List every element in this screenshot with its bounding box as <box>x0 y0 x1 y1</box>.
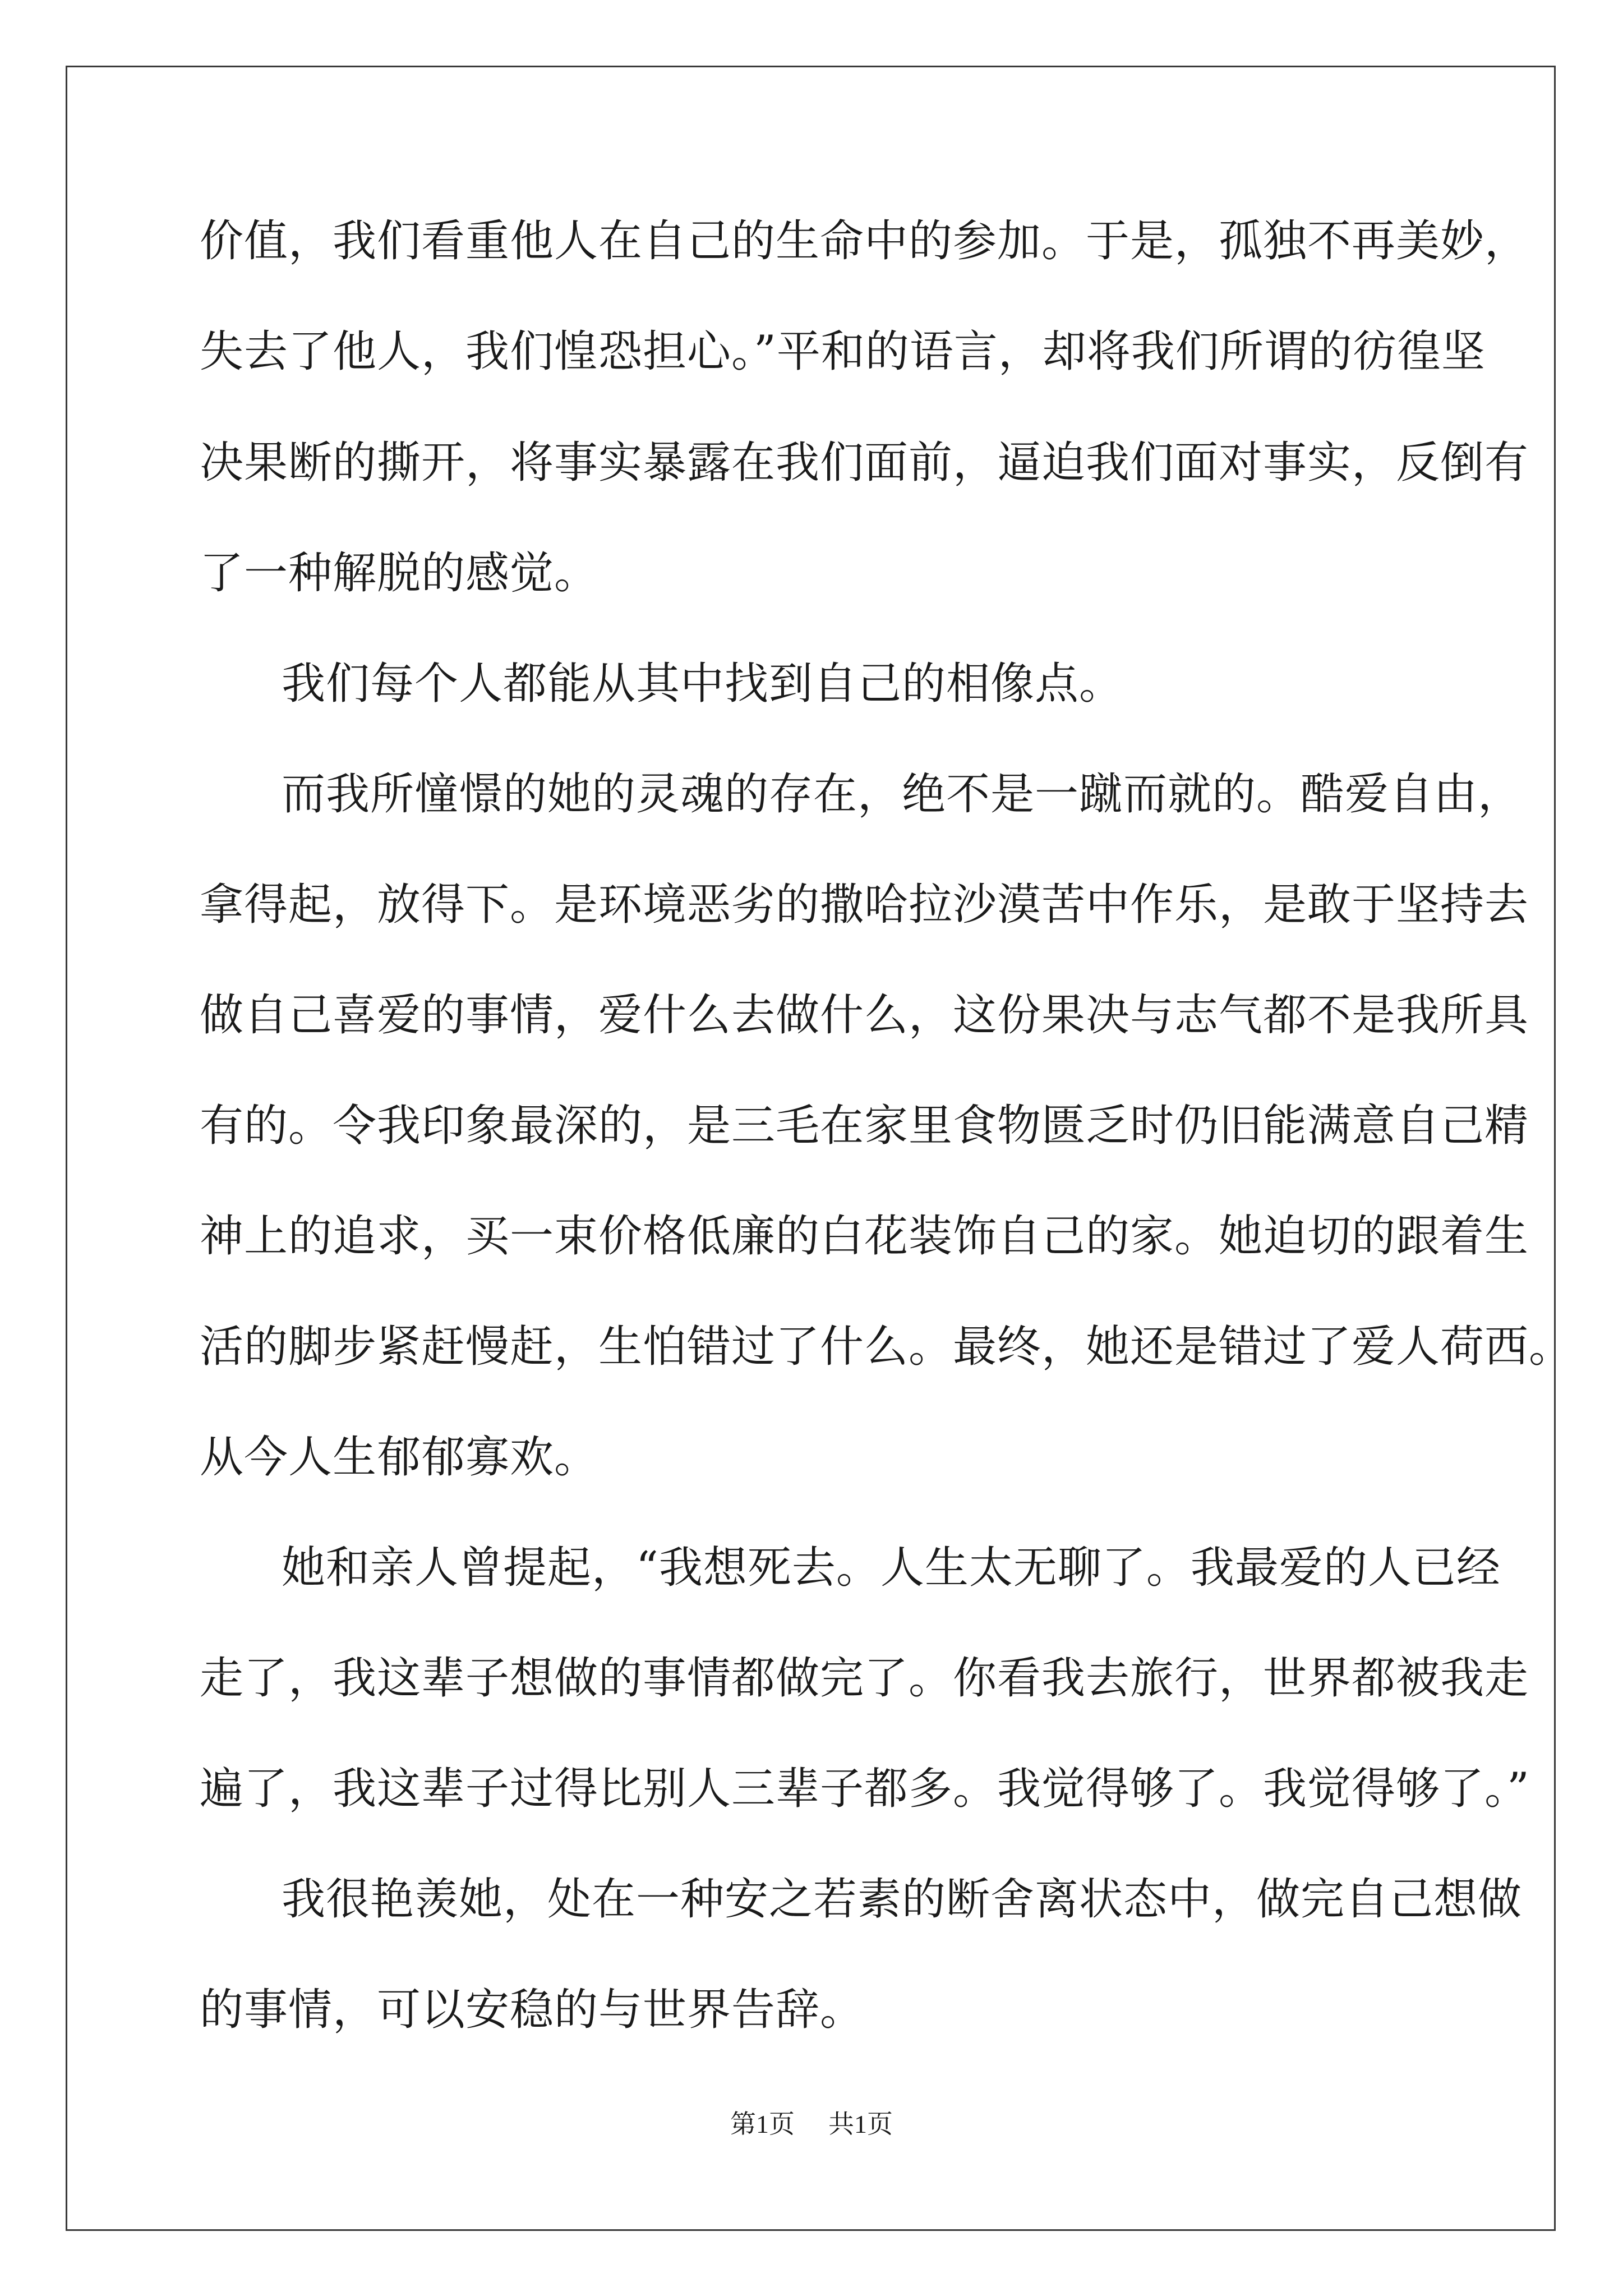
text-line-17: 的事情，可以安稳的与世界告辞。 <box>200 1985 865 2035</box>
text-line-2: 失去了他人，我们惶恐担心。”平和的语言，却将我们所谓的彷徨坚 <box>200 326 1486 377</box>
text-line-16: 我很艳羡她，处在一种安之若素的断舍离状态中，做完自己想做 <box>282 1874 1523 1925</box>
text-line-13: 她和亲人曾提起，“我想死去。人生太无聊了。我最爱的人已经 <box>282 1543 1501 1593</box>
page-number-current: 第1页 <box>730 2110 795 2138</box>
text-line-15: 遍了，我这辈子过得比别人三辈子都多。我觉得够了。我觉得够了。” <box>200 1764 1530 1814</box>
text-line-3: 决果断的撕开，将事实暴露在我们面前，逼迫我们面对事实，反倒有 <box>200 438 1529 488</box>
page-footer <box>0 2104 1623 2141</box>
text-line-14: 走了，我这辈子想做的事情都做完了。你看我去旅行，世界都被我走 <box>200 1653 1529 1704</box>
text-line-1: 价值，我们看重他人在自己的生命中的参加。于是，孤独不再美妙， <box>200 216 1529 266</box>
text-line-8: 做自己喜爱的事情，爱什么去做什么，这份果决与志气都不是我所具 <box>200 990 1529 1041</box>
text-line-10: 神上的追求，买一束价格低廉的白花装饰自己的家。她迫切的跟着生 <box>200 1211 1529 1262</box>
text-line-12: 从今人生郁郁寡欢。 <box>200 1432 599 1483</box>
text-line-7: 拿得起，放得下。是环境恶劣的撒哈拉沙漠苦中作乐，是敢于坚持去 <box>200 880 1529 930</box>
text-line-11: 活的脚步紧赶慢赶，生怕错过了什么。最终，她还是错过了爱人荷西。 <box>200 1322 1574 1372</box>
text-line-9: 有的。令我印象最深的，是三毛在家里食物匮乏时仍旧能满意自己精 <box>200 1101 1529 1151</box>
text-line-5: 我们每个人都能从其中找到自己的相像点。 <box>282 659 1124 709</box>
text-line-6: 而我所憧憬的她的灵魂的存在，绝不是一蹴而就的。酷爱自由， <box>282 769 1523 820</box>
text-line-4: 了一种解脱的感觉。 <box>200 548 599 599</box>
page-number-total: 共1页 <box>828 2110 893 2138</box>
